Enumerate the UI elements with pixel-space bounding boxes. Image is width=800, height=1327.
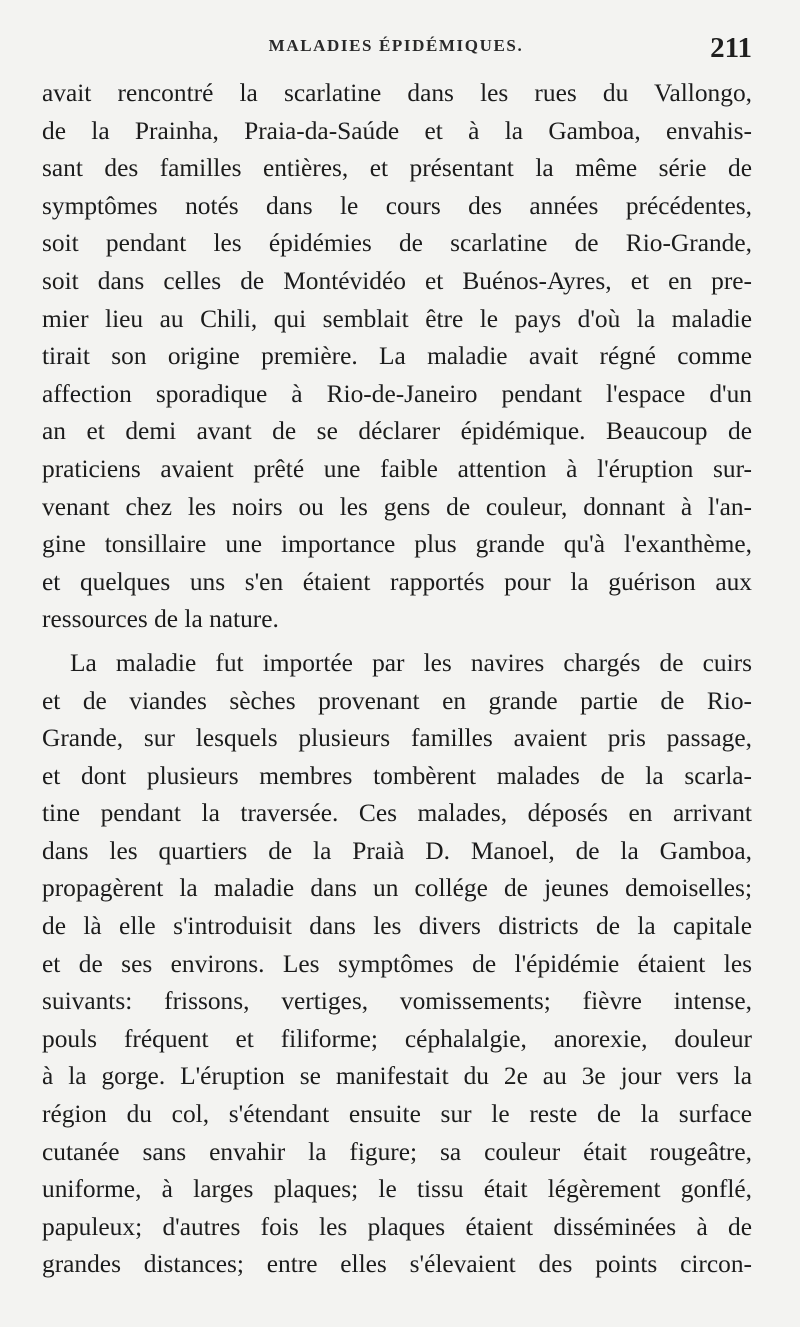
text-line: cutanée sans envahir la figure; sa couleur était rougeâtre,: [42, 1137, 752, 1166]
text-line: praticiens avaient prêté une faible attention à l'éruption sur-: [42, 454, 752, 483]
text-line: ressources de la nature.: [42, 605, 279, 634]
text-line: sant des familles entières, et présentant la même série de: [42, 154, 752, 183]
text-line: et quelques uns s'en étaient rapportés pour la guérison aux: [42, 567, 752, 596]
text-line: propagèrent la maladie dans un collége de jeunes demoiselles;: [42, 874, 752, 903]
text-line: pouls fréquent et filiforme; céphalalgie, anorexie, douleur: [42, 1024, 752, 1053]
text-line: suivants: frissons, vertiges, vomissements; fièvre intense,: [42, 987, 752, 1016]
running-head: [40, 34, 752, 70]
running-title: MALADIES ÉPIDÉMIQUES.: [268, 36, 524, 55]
body-text: [42, 75, 752, 1284]
text-line: gine tonsillaire une importance plus grande qu'à l'exanthème,: [42, 530, 752, 559]
text-line: dans les quartiers de la Praià D. Manoel, de la Gamboa,: [42, 836, 752, 865]
text-line: venant chez les noirs ou les gens de couleur, donnant à l'an-: [42, 492, 752, 521]
text-line: La maladie fut importée par les navires chargés de cuirs: [70, 648, 752, 677]
text-line: uniforme, à larges plaques; le tissu était légèrement gonflé,: [42, 1175, 752, 1204]
text-line: papuleux; d'autres fois les plaques étaient disséminées à de: [42, 1212, 752, 1241]
text-line: et de ses environs. Les symptômes de l'épidémie étaient les: [42, 949, 752, 978]
text-line: avait rencontré la scarlatine dans les rues du Vallongo,: [42, 79, 752, 107]
text-line: Grande, sur lesquels plusieurs familles avaient pris passage,: [42, 724, 752, 753]
text-line: et dont plusieurs membres tombèrent malades de la scarla-: [42, 761, 752, 790]
text-line: à la gorge. L'éruption se manifestait du 2e au 3e jour vers la: [42, 1062, 752, 1091]
text-line: tine pendant la traversée. Ces malades, déposés en arrivant: [42, 799, 752, 828]
paragraph-2: [42, 645, 752, 1284]
text-line: affection sporadique à Rio-de-Janeiro pendant l'espace d'un: [42, 379, 752, 408]
text-line: de là elle s'introduisit dans les divers districts de la capitale: [42, 912, 752, 941]
text-line: soit pendant les épidémies de scarlatine de Rio-Grande,: [42, 229, 752, 258]
text-line: tirait son origine première. La maladie avait régné comme: [42, 342, 752, 371]
text-line: symptômes notés dans le cours des années précédentes,: [42, 191, 752, 220]
text-line: de la Prainha, Praia-da-Saúde et à la Gamboa, envahis-: [42, 116, 752, 145]
text-line: grandes distances; entre elles s'élevaient des points circon-: [42, 1250, 752, 1279]
text-line: soit dans celles de Montévidéo et Buénos-Ayres, et en pre-: [42, 266, 752, 295]
text-line: et de viandes sèches provenant en grande partie de Rio-: [42, 686, 752, 715]
text-line: mier lieu au Chili, qui semblait être le pays d'où la maladie: [42, 304, 752, 333]
paragraph-1: [42, 75, 752, 639]
text-line: an et demi avant de se déclarer épidémique. Beaucoup de: [42, 417, 752, 446]
page-number: 211: [710, 32, 752, 64]
text-line: région du col, s'étendant ensuite sur le reste de la surface: [42, 1100, 752, 1129]
